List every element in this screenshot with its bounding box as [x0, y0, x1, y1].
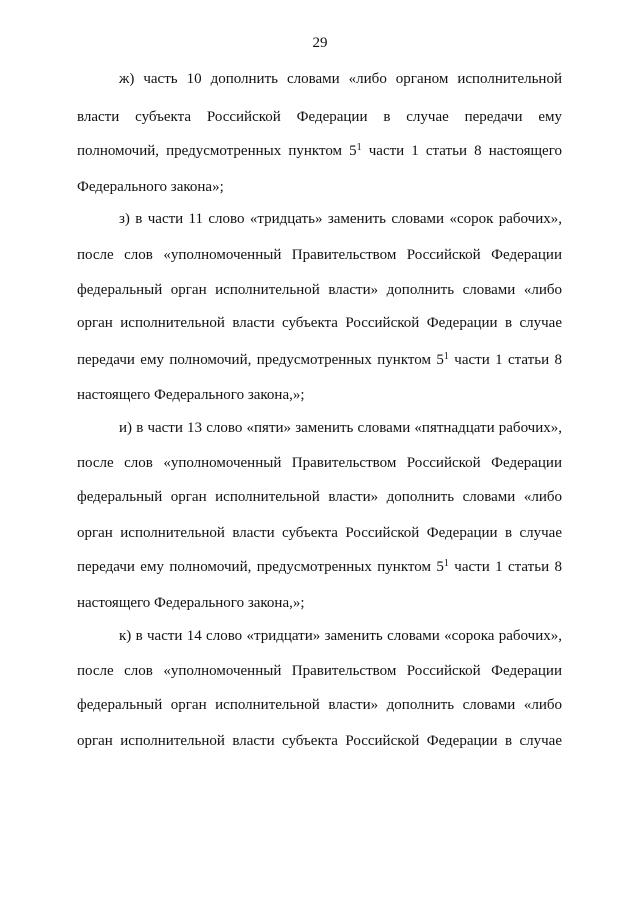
paragraph-z-line-5	[77, 351, 562, 369]
superscript: 1	[443, 558, 449, 569]
text-segment: передачи ему полномочий, предусмотренных пунктом 5	[77, 559, 444, 575]
paragraph-i-line-3: федеральный орган исполнительной власти» дополнить словами «либо	[77, 489, 562, 505]
paragraph-i-line-1: и) в части 13 слово «пяти» заменить словами «пятнадцати рабочих»,	[119, 420, 562, 436]
text-segment: передачи ему полномочий, предусмотренных пунктом 5	[77, 352, 444, 368]
paragraph-i-line-6: настоящего Федерального закона,»;	[77, 595, 305, 611]
paragraph-zh-line-3	[77, 142, 562, 160]
paragraph-z-line-2: после слов «уполномоченный Правительством Российской Федерации	[77, 247, 562, 263]
paragraph-z-line-6: настоящего Федерального закона,»;	[77, 387, 305, 403]
paragraph-zh-line-2: власти субъекта Российской Федерации в случае передачи ему	[77, 109, 562, 125]
superscript: 1	[443, 351, 449, 362]
paragraph-k-line-1: к) в части 14 слово «тридцати» заменить словами «сорока рабочих»,	[119, 628, 562, 644]
text-segment: части 1 статьи 8	[448, 352, 563, 368]
paragraph-zh-line-4: Федерального закона»;	[77, 179, 224, 195]
text-segment: части 1 статьи 8 настоящего	[361, 143, 562, 159]
paragraph-k-line-2: после слов «уполномоченный Правительством Российской Федерации	[77, 663, 562, 679]
page-number: 29	[312, 35, 328, 51]
text-segment: полномочий, предусмотренных пунктом 5	[77, 143, 357, 159]
paragraph-k-line-3: федеральный орган исполнительной власти» дополнить словами «либо	[77, 697, 562, 713]
paragraph-i-line-2: после слов «уполномоченный Правительством Российской Федерации	[77, 455, 562, 471]
paragraph-z-line-3: федеральный орган исполнительной власти» дополнить словами «либо	[77, 282, 562, 298]
paragraph-z-line-1: з) в части 11 слово «тридцать» заменить словами «сорок рабочих»,	[119, 211, 562, 227]
superscript: 1	[356, 142, 362, 153]
paragraph-i-line-5	[77, 558, 562, 576]
paragraph-k-line-4: орган исполнительной власти субъекта Российской Федерации в случае	[77, 733, 562, 749]
paragraph-zh-line-1: ж) часть 10 дополнить словами «либо органом исполнительной	[119, 71, 562, 87]
paragraph-i-line-4: орган исполнительной власти субъекта Российской Федерации в случае	[77, 525, 562, 541]
paragraph-z-line-4: орган исполнительной власти субъекта Российской Федерации в случае	[77, 315, 562, 331]
text-segment: части 1 статьи 8	[448, 559, 563, 575]
